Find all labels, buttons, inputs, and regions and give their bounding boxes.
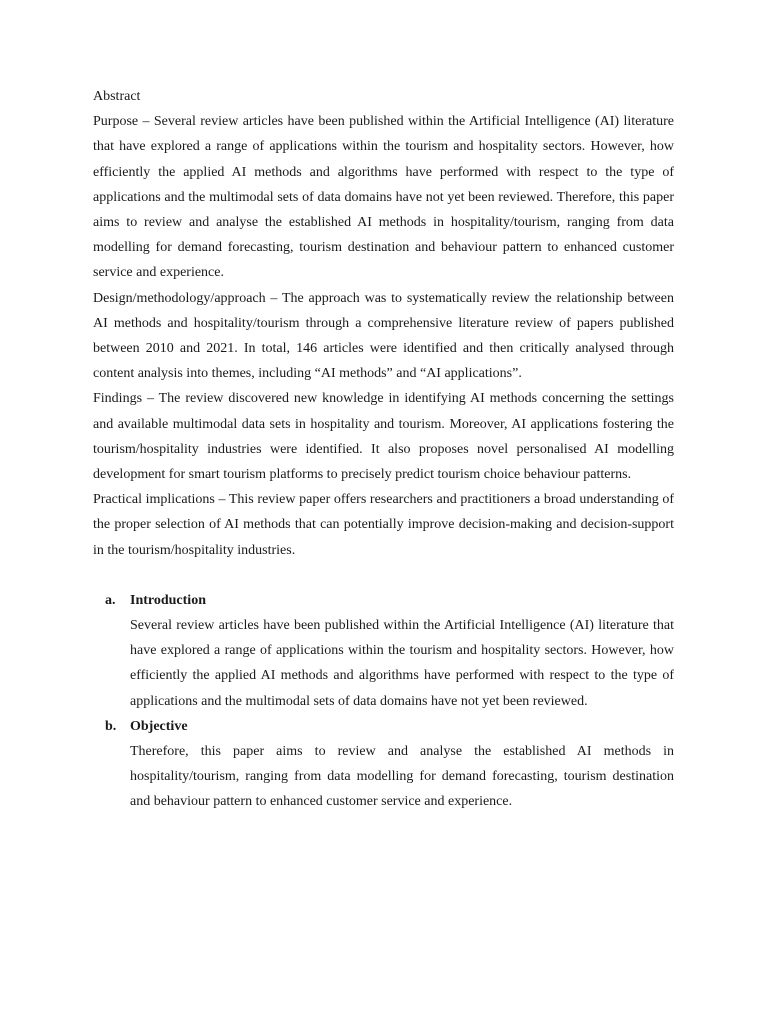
abstract-heading: Abstract (93, 89, 141, 104)
section-objective (93, 714, 674, 815)
section-body: Several review articles have been published within the Artificial Intelligence (AI) literature that have explored a range of applications within the tourism and hospitality sectors. However, how efficiently the applied AI methods and algorithms have performed with respect to the type of applications and the multimodal sets of data domains have not yet been reviewed. (130, 618, 674, 709)
section-title: Objective (130, 718, 188, 734)
section-title: Introduction (130, 592, 206, 608)
section-introduction (93, 588, 674, 714)
abstract-design-paragraph: Design/methodology/approach – The approach was to systematically review the relationship between AI methods and hospitality/tourism through a comprehensive literature review of papers published between 2010 and 2021. In total, 146 articles were identified and then critically analysed through content analysis into themes, including “AI methods” and “AI applications”. (93, 290, 674, 382)
abstract-findings-paragraph: Findings – The review discovered new knowledge in identifying AI methods concerning the settings and available multimodal data sets in hospitality and tourism. Moreover, AI applications fostering the tourism/hospitality industries were identified. It also proposes novel personalised AI modelling development for smart tourism platforms to precisely predict tourism choice behaviour patterns. (93, 391, 674, 483)
document-page (93, 84, 674, 815)
section-marker: b. (105, 718, 117, 734)
section-marker: a. (105, 592, 116, 608)
abstract-purpose-paragraph: Purpose – Several review articles have been published within the Artificial Intelligence (AI) literature that have explored a range of applications within the tourism and hospitality sectors. However, how efficiently the applied AI methods and algorithms have performed with respect to the type of applications and the multimodal sets of data domains have not yet been reviewed. Therefore, this paper aims to review and analyse the established AI methods in hospitality/tourism, ranging from data modelling for demand forecasting, tourism destination and behaviour pattern to enhanced customer service and experience. (93, 114, 674, 281)
section-spacer (93, 563, 674, 588)
section-body: Therefore, this paper aims to review and analyse the established AI methods in hospitality/tourism, ranging from data modelling for demand forecasting, tourism destination and behaviour pattern to enhanced customer service and experience. (130, 744, 674, 810)
abstract-implications-paragraph: Practical implications – This review paper offers researchers and practitioners a broad understanding of the proper selection of AI methods that can potentially improve decision-making and decision-support in the tourism/hospitality industries. (93, 492, 674, 558)
